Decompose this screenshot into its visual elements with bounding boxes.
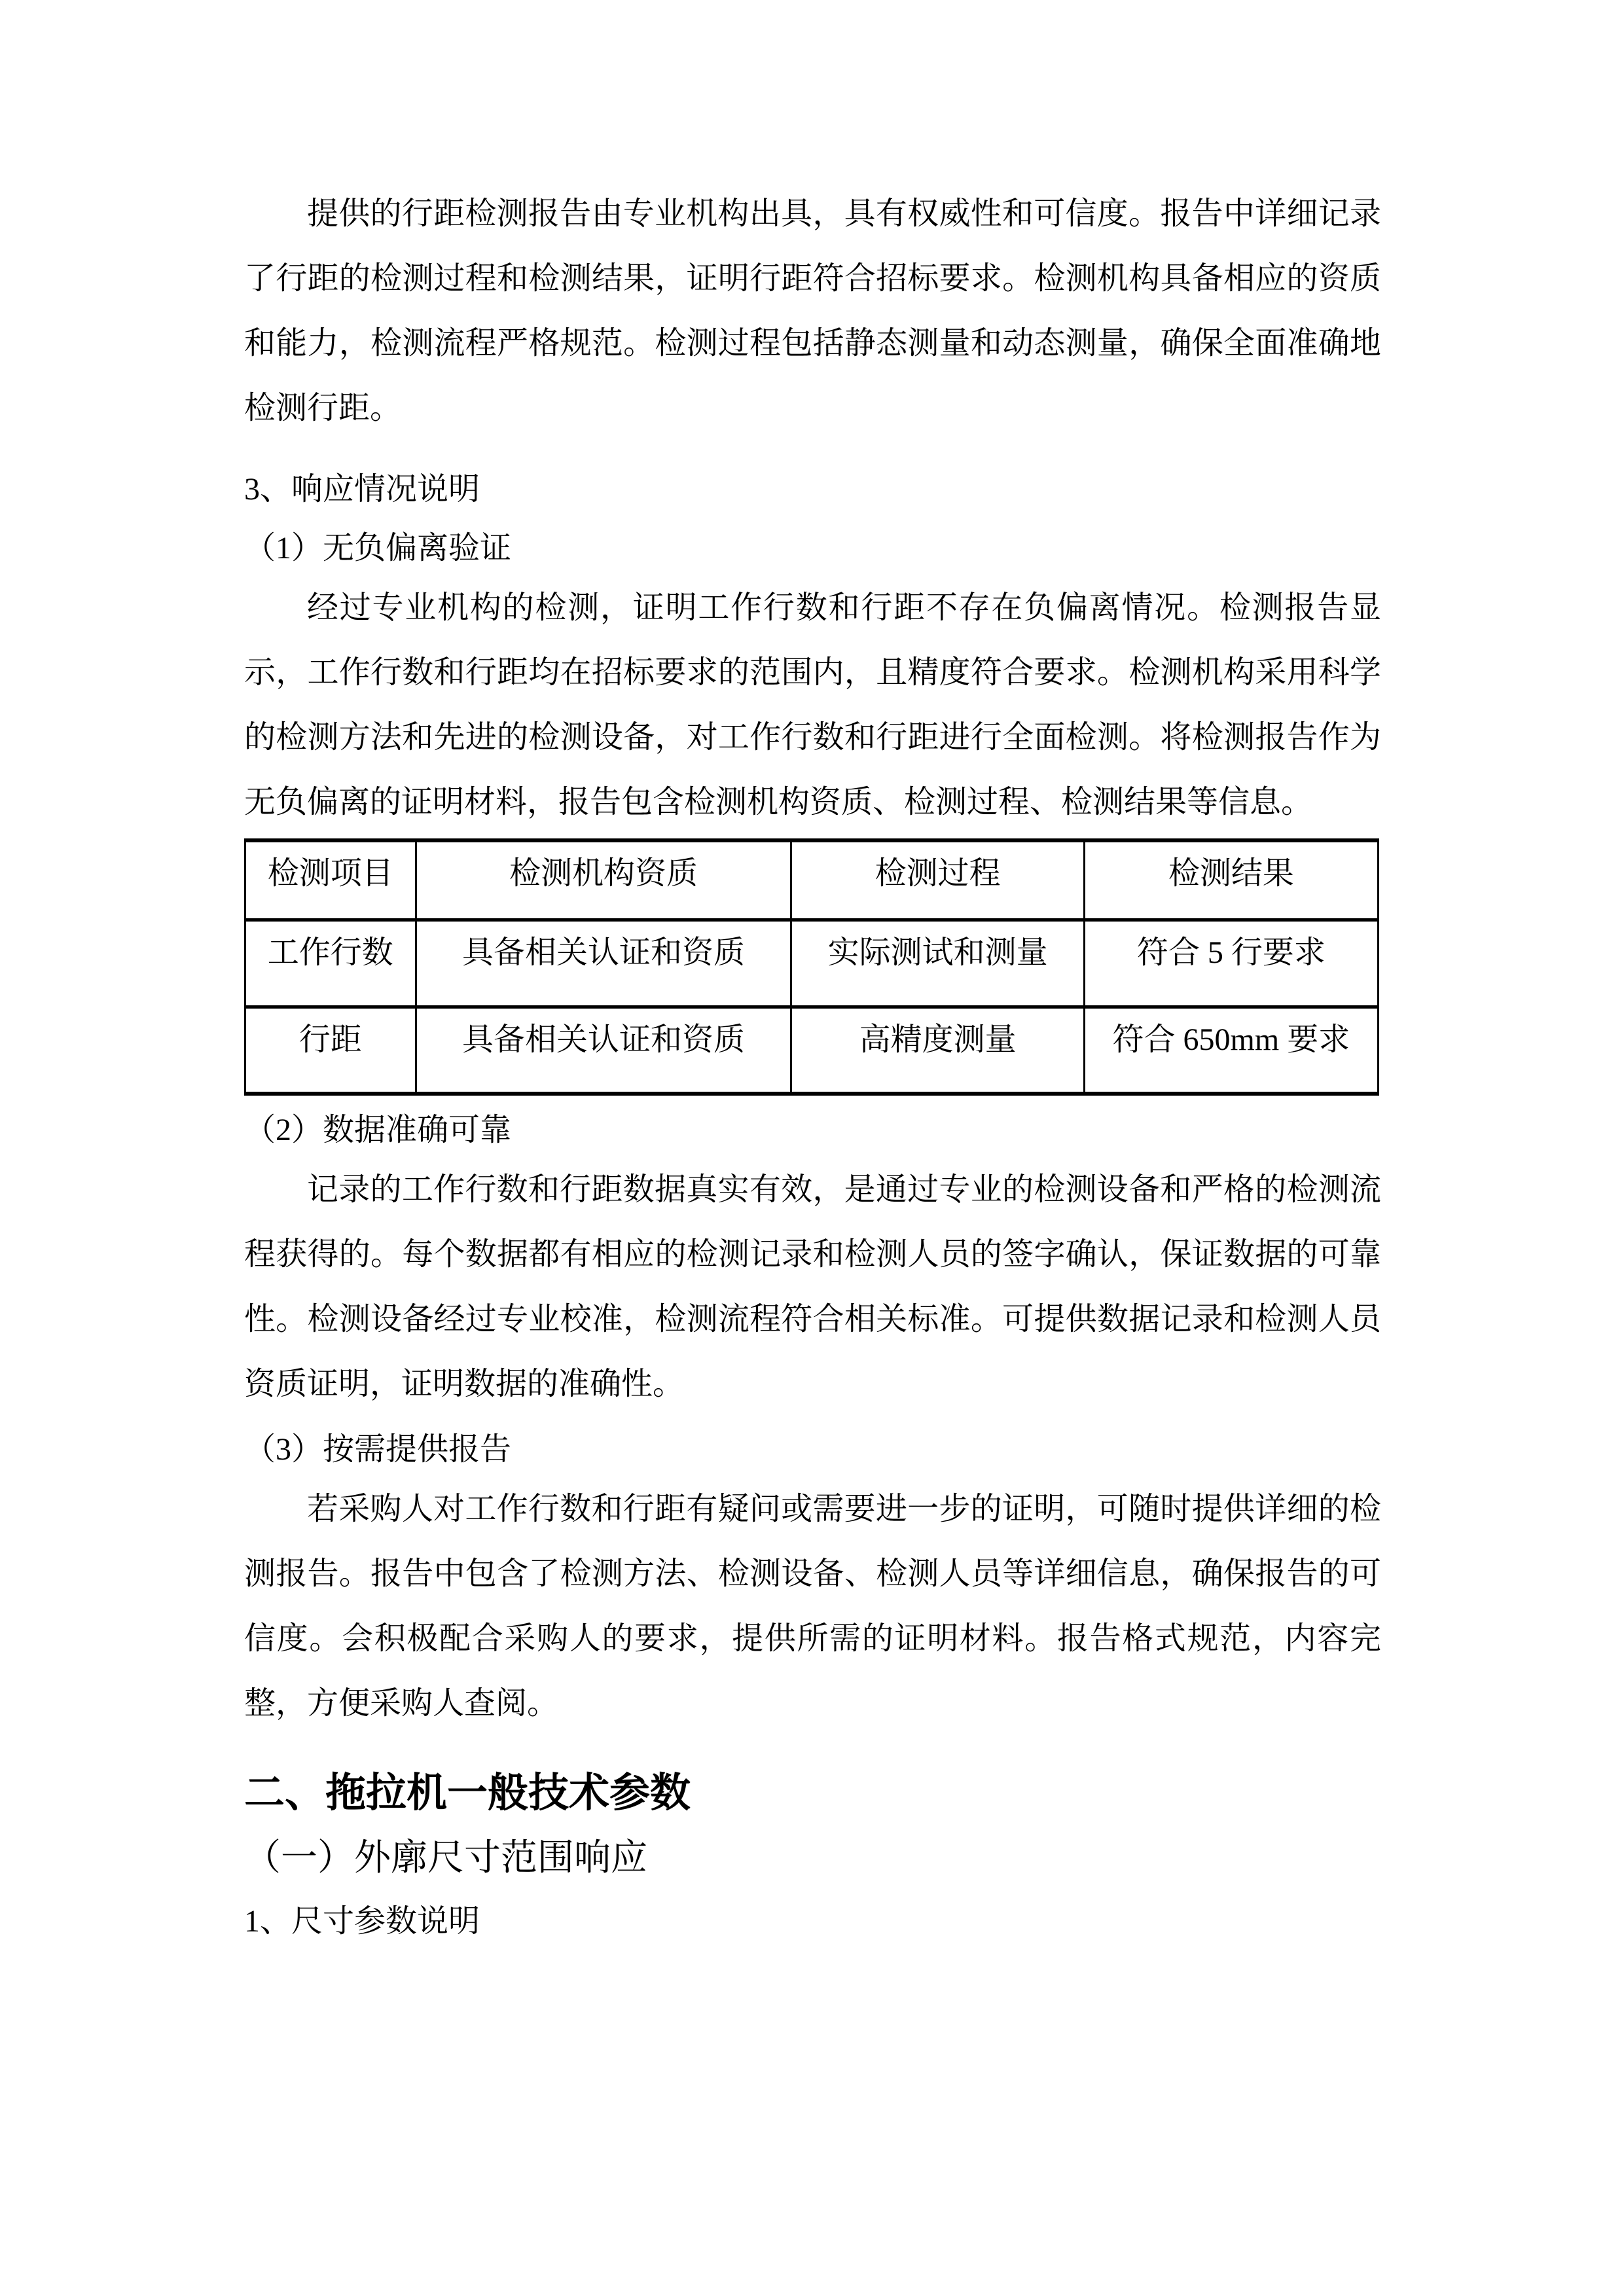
- paragraph-report-authority: 提供的行距检测报告由专业机构出具，具有权威性和可信度。报告中详细记录了行距的检测过程和检测结果，证明行距符合招标要求。检测机构具备相应的资质和能力，检测流程严格规范。检测过程包括静态测量和动态测量，确保全面准确地检测行距。: [244, 196, 1381, 425]
- paragraph-no-negative-deviation: 经过专业机构的检测，证明工作行数和行距不存在负偏离情况。检测报告显示，工作行数和行距均在招标要求的范围内，且精度符合要求。检测机构采用科学的检测方法和先进的检测设备，对工作行数和行距进行全面检测。将检测报告作为无负偏离的证明材料，报告包含检测机构资质、检测过程、检测结果等信息。: [244, 590, 1381, 819]
- table-header-qualification: 检测机构资质: [416, 840, 791, 920]
- table-cell: 高精度测量: [791, 1007, 1084, 1094]
- heading-tractor-general-parameters: 二、拖拉机一般技术参数: [244, 1770, 691, 1816]
- heading-response-situation: 3、响应情况说明: [244, 472, 480, 507]
- table-header-result: 检测结果: [1084, 840, 1378, 920]
- table-row: [245, 1007, 1379, 1094]
- table-cell: 具备相关认证和资质: [416, 1007, 791, 1094]
- inspection-table: [244, 838, 1379, 1096]
- page-content: [244, 0, 1381, 1948]
- table-cell: 实际测试和测量: [791, 920, 1084, 1007]
- paragraph-data-accuracy: 记录的工作行数和行距数据真实有效，是通过专业的检测设备和严格的检测流程获得的。每个数据都有相应的检测记录和检测人员的签字确认，保证数据的可靠性。检测设备经过专业校准，检测流程符合相关标准。可提供数据记录和检测人员资质证明，证明数据的准确性。: [244, 1172, 1381, 1401]
- table-cell: 具备相关认证和资质: [416, 920, 791, 1007]
- table-cell: 符合 5 行要求: [1084, 920, 1378, 1007]
- table-header-row: [245, 840, 1379, 920]
- table-cell: 工作行数: [245, 920, 416, 1007]
- heading-dimension-parameter-description: 1、尺寸参数说明: [244, 1904, 480, 1939]
- table-cell: 符合 650mm 要求: [1084, 1007, 1378, 1094]
- table-header-process: 检测过程: [791, 840, 1084, 920]
- heading-data-accuracy: （2）数据准确可靠: [244, 1113, 512, 1147]
- table-row: [245, 920, 1379, 1007]
- heading-report-on-demand: （3）按需提供报告: [244, 1432, 512, 1467]
- table-header-item: 检测项目: [245, 840, 416, 920]
- heading-no-negative-deviation: （1）无负偏离验证: [244, 531, 512, 565]
- table-cell: 行距: [245, 1007, 416, 1094]
- heading-outline-dimension-response: （一）外廓尺寸范围响应: [244, 1838, 647, 1878]
- paragraph-report-on-demand: 若采购人对工作行数和行距有疑问或需要进一步的证明，可随时提供详细的检测报告。报告中包含了检测方法、检测设备、检测人员等详细信息，确保报告的可信度。会积极配合采购人的要求，提供所需的证明材料。报告格式规范，内容完整，方便采购人查阅。: [244, 1492, 1381, 1721]
